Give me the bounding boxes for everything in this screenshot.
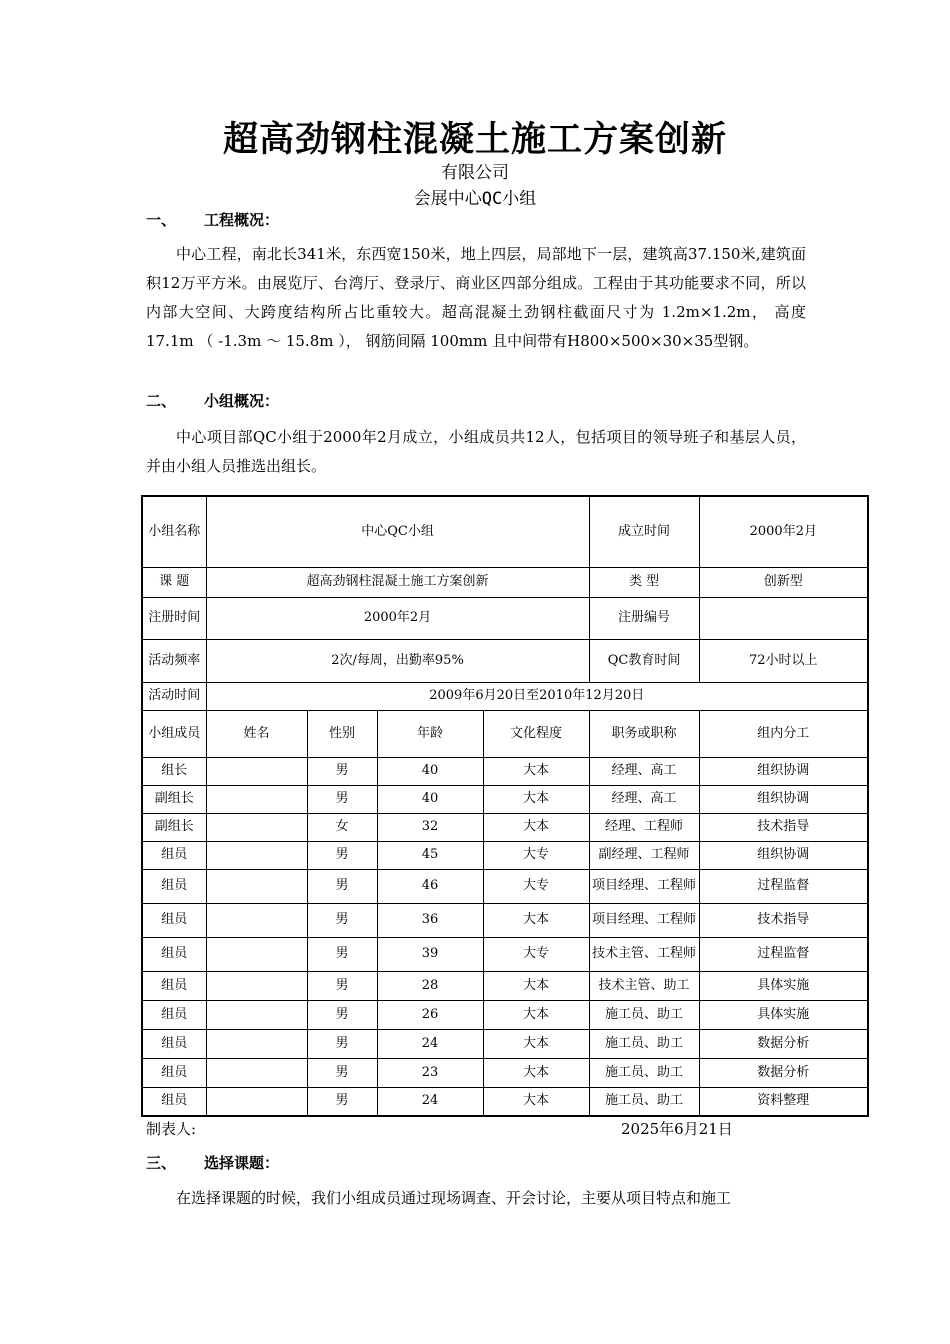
member-cell: 组员 xyxy=(142,1000,206,1029)
member-cell: 28 xyxy=(377,971,483,1000)
table-row xyxy=(142,757,868,785)
table-row xyxy=(142,1029,868,1058)
member-cell: 40 xyxy=(377,785,483,813)
member-cell: 施工员、助工 xyxy=(589,1058,699,1087)
member-cell: 组员 xyxy=(142,1029,206,1058)
member-cell: 副经理、工程师 xyxy=(589,841,699,869)
table-row xyxy=(142,496,868,567)
member-cell: 施工员、助工 xyxy=(589,1000,699,1029)
member-cell: 大专 xyxy=(483,937,589,971)
member-cell: 男 xyxy=(307,1058,377,1087)
member-cell xyxy=(206,1029,307,1058)
value-cell: 2000年2月 xyxy=(699,496,868,567)
member-cell: 组员 xyxy=(142,903,206,937)
member-cell: 男 xyxy=(307,903,377,937)
section-heading-1 xyxy=(146,209,279,230)
member-cell: 过程监督 xyxy=(699,937,868,971)
section-number: 一、 xyxy=(146,211,177,229)
member-cell: 技术主管、助工 xyxy=(589,971,699,1000)
member-cell: 组长 xyxy=(142,757,206,785)
member-cell: 组织协调 xyxy=(699,841,868,869)
member-cell: 经理、高工 xyxy=(589,785,699,813)
column-header: 小组成员 xyxy=(142,710,206,757)
member-cell: 大本 xyxy=(483,971,589,1000)
value-cell xyxy=(699,597,868,639)
paragraph-project-overview: 中心工程，南北长341米，东西宽150米，地上四层，局部地下一层，建筑高37.150米,建筑面积12万平方米。由展览厅、台湾厅、登录厅、商业区四部分组成。工程由于其功能要求不同，所以内部大空间、大跨度结构所占比重较大。超高混凝土劲钢柱截面尺寸为 1.2m×1.2m， 高度 17.1m （ -1.3m ～ 15.8m ）， 钢筋间隔 100mm 且中间带有H800×500×30×35型钢。 xyxy=(146,245,806,350)
member-cell: 组员 xyxy=(142,1058,206,1087)
group-name: 会展中心QC小组 xyxy=(413,189,537,209)
member-cell: 男 xyxy=(307,785,377,813)
member-cell: 40 xyxy=(377,757,483,785)
member-cell: 具体实施 xyxy=(699,971,868,1000)
table-row xyxy=(142,597,868,639)
member-cell: 大本 xyxy=(483,785,589,813)
table-row xyxy=(142,813,868,841)
member-cell xyxy=(206,937,307,971)
member-cell: 大本 xyxy=(483,903,589,937)
member-cell: 大专 xyxy=(483,869,589,903)
member-cell: 23 xyxy=(377,1058,483,1087)
label-cell: 小组名称 xyxy=(142,496,206,567)
label-cell: 课 题 xyxy=(142,567,206,597)
table-row xyxy=(142,567,868,597)
member-cell: 26 xyxy=(377,1000,483,1029)
member-cell: 24 xyxy=(377,1087,483,1116)
member-cell: 施工员、助工 xyxy=(589,1029,699,1058)
table-maker-label: 制表人: xyxy=(146,1120,197,1138)
member-cell: 39 xyxy=(377,937,483,971)
member-cell: 组员 xyxy=(142,841,206,869)
member-cell: 技术指导 xyxy=(699,903,868,937)
label-cell: 注册时间 xyxy=(142,597,206,639)
member-cell: 组员 xyxy=(142,869,206,903)
table-row xyxy=(142,639,868,682)
table-row xyxy=(142,1000,868,1029)
table-row xyxy=(142,841,868,869)
section-title: 小组概况： xyxy=(204,392,280,410)
value-cell: 创新型 xyxy=(699,567,868,597)
member-cell: 男 xyxy=(307,1000,377,1029)
member-cell xyxy=(206,1087,307,1116)
table-header-row xyxy=(142,710,868,757)
section-title: 选择课题： xyxy=(204,1154,280,1172)
member-cell: 资料整理 xyxy=(699,1087,868,1116)
table-row xyxy=(142,1087,868,1116)
section-heading-3 xyxy=(146,1152,279,1173)
section-number: 三、 xyxy=(146,1154,177,1172)
member-cell: 大本 xyxy=(483,757,589,785)
member-cell xyxy=(206,869,307,903)
member-cell: 组员 xyxy=(142,937,206,971)
member-cell: 组员 xyxy=(142,1087,206,1116)
member-cell xyxy=(206,785,307,813)
value-cell: 2000年2月 xyxy=(206,597,589,639)
label-cell: 活动频率 xyxy=(142,639,206,682)
member-cell: 36 xyxy=(377,903,483,937)
member-cell: 32 xyxy=(377,813,483,841)
member-cell: 经理、高工 xyxy=(589,757,699,785)
member-cell: 大本 xyxy=(483,1058,589,1087)
member-cell: 过程监督 xyxy=(699,869,868,903)
member-cell: 男 xyxy=(307,937,377,971)
member-cell: 46 xyxy=(377,869,483,903)
member-cell: 24 xyxy=(377,1029,483,1058)
member-cell: 技术指导 xyxy=(699,813,868,841)
label-cell: 类 型 xyxy=(589,567,699,597)
member-cell: 项目经理、工程师 xyxy=(589,869,699,903)
paragraph-topic-selection: 在选择课题的时候，我们小组成员通过现场调查、开会讨论，主要从项目特点和施工 xyxy=(176,1189,732,1207)
member-cell: 大本 xyxy=(483,813,589,841)
member-cell xyxy=(206,971,307,1000)
value-cell: 2009年6月20日至2010年12月20日 xyxy=(206,682,868,710)
column-header: 职务或职称 xyxy=(589,710,699,757)
table-date: 2025年6月21日 xyxy=(621,1120,733,1138)
member-cell: 施工员、助工 xyxy=(589,1087,699,1116)
member-cell: 项目经理、工程师 xyxy=(589,903,699,937)
member-cell: 男 xyxy=(307,1029,377,1058)
member-cell: 数据分析 xyxy=(699,1058,868,1087)
member-cell: 大本 xyxy=(483,1087,589,1116)
member-cell xyxy=(206,1058,307,1087)
column-header: 性别 xyxy=(307,710,377,757)
table-row xyxy=(142,1058,868,1087)
member-cell: 组员 xyxy=(142,971,206,1000)
member-cell: 大本 xyxy=(483,1000,589,1029)
member-cell: 男 xyxy=(307,971,377,1000)
section-title: 工程概况： xyxy=(204,211,280,229)
label-cell: QC教育时间 xyxy=(589,639,699,682)
column-header: 组内分工 xyxy=(699,710,868,757)
document-title: 超高劲钢柱混凝土施工方案创新 xyxy=(222,119,727,160)
member-cell xyxy=(206,903,307,937)
member-cell: 男 xyxy=(307,757,377,785)
member-cell: 组织协调 xyxy=(699,757,868,785)
member-cell: 男 xyxy=(307,1087,377,1116)
member-cell: 男 xyxy=(307,841,377,869)
member-cell: 数据分析 xyxy=(699,1029,868,1058)
paragraph-group-overview: 中心项目部QC小组于2000年2月成立，小组成员共12人，包括项目的领导班子和基层人员，并由小组人员推选出组长。 xyxy=(146,428,806,475)
table-row xyxy=(142,937,868,971)
member-cell: 45 xyxy=(377,841,483,869)
member-cell: 大本 xyxy=(483,1029,589,1058)
member-cell xyxy=(206,1000,307,1029)
section-number: 二、 xyxy=(146,392,177,410)
member-cell: 副组长 xyxy=(142,785,206,813)
member-cell: 经理、工程师 xyxy=(589,813,699,841)
column-header: 年龄 xyxy=(377,710,483,757)
member-cell: 具体实施 xyxy=(699,1000,868,1029)
table-row xyxy=(142,903,868,937)
group-info-table xyxy=(141,495,869,1117)
value-cell: 72小时以上 xyxy=(699,639,868,682)
member-cell: 女 xyxy=(307,813,377,841)
table-row xyxy=(142,785,868,813)
table-row xyxy=(142,869,868,903)
table-row xyxy=(142,682,868,710)
label-cell: 成立时间 xyxy=(589,496,699,567)
member-cell: 副组长 xyxy=(142,813,206,841)
member-cell: 大专 xyxy=(483,841,589,869)
value-cell: 中心QC小组 xyxy=(206,496,589,567)
member-cell: 男 xyxy=(307,869,377,903)
member-rows xyxy=(142,757,868,1116)
member-cell xyxy=(206,813,307,841)
member-cell xyxy=(206,841,307,869)
member-cell: 组织协调 xyxy=(699,785,868,813)
column-header: 文化程度 xyxy=(483,710,589,757)
column-header: 姓名 xyxy=(206,710,307,757)
value-cell: 超高劲钢柱混凝土施工方案创新 xyxy=(206,567,589,597)
label-cell: 注册编号 xyxy=(589,597,699,639)
label-cell: 活动时间 xyxy=(142,682,206,710)
value-cell: 2次/每周，出勤率95% xyxy=(206,639,589,682)
member-cell: 技术主管、工程师 xyxy=(589,937,699,971)
member-cell xyxy=(206,757,307,785)
company-name: 有限公司 xyxy=(441,163,509,183)
section-heading-2 xyxy=(146,390,279,411)
table-row xyxy=(142,971,868,1000)
